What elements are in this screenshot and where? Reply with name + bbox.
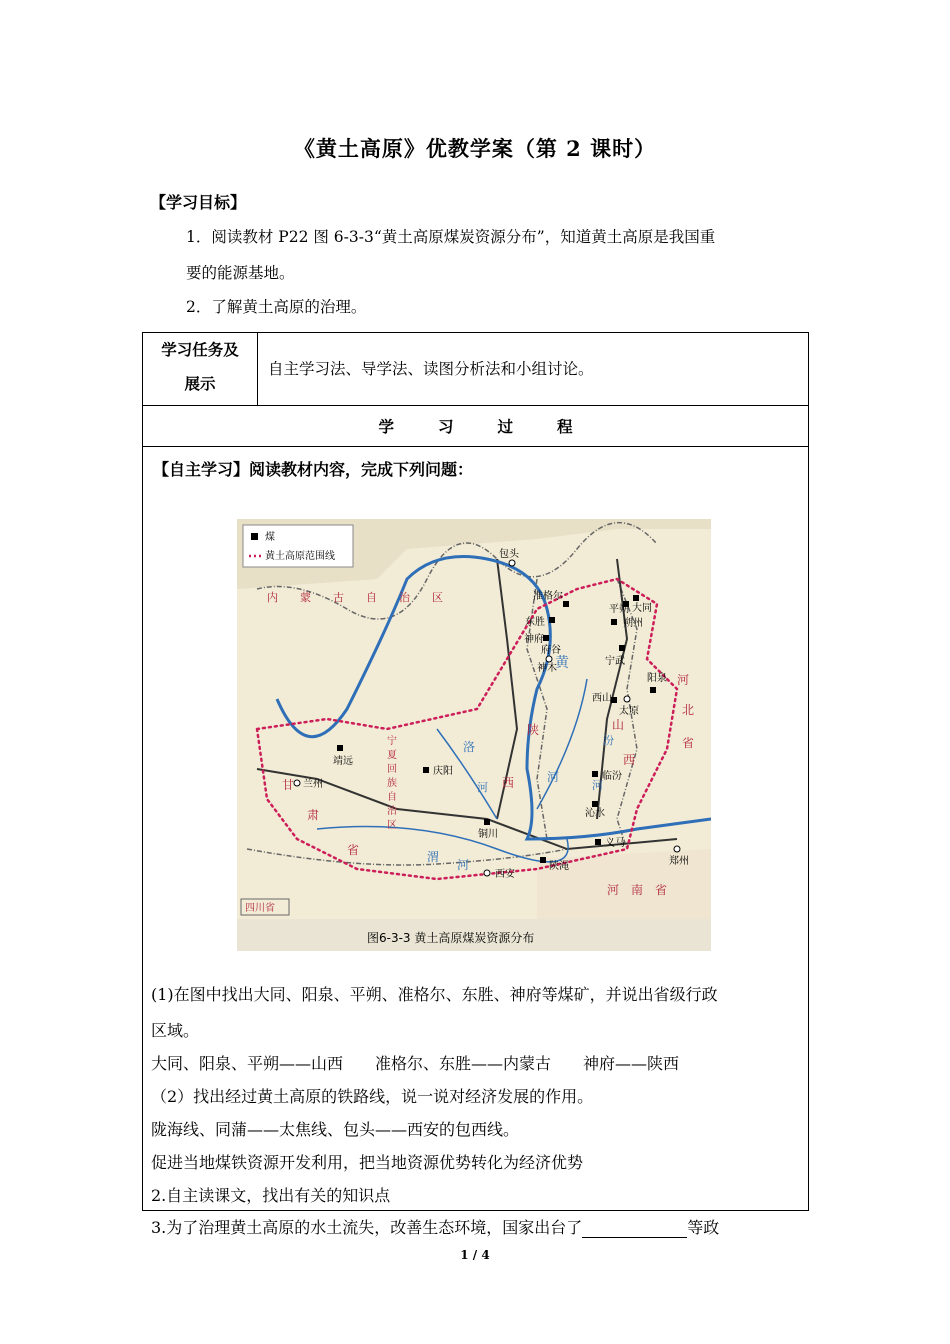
goal-1-line-1: 1．阅读教材 P22 图 6-3-3“黄土高原煤炭资源分布”，知道黄土高原是我国重 (186, 228, 716, 246)
svg-text:临汾: 临汾 (602, 771, 622, 782)
map-caption: 图6-3-3 黄土高原煤炭资源分布 (367, 931, 535, 945)
svg-text:肃: 肃 (307, 808, 320, 822)
svg-text:山: 山 (612, 718, 625, 732)
svg-text:河: 河 (677, 673, 690, 687)
svg-text:义马: 义马 (605, 838, 625, 849)
answer-blank-2[interactable] (632, 1221, 687, 1238)
answer-blank-1[interactable] (582, 1221, 632, 1238)
svg-text:河: 河 (547, 770, 560, 784)
svg-text:东胜: 东胜 (525, 617, 545, 628)
answer-1: 大同、阳泉、平朔——山西 准格尔、东胜——内蒙古 神府——陕西 (151, 1054, 680, 1073)
svg-text:回: 回 (387, 764, 397, 775)
question-2: （2）找出经过黄土高原的铁路线，说一说对经济发展的作用。 (151, 1087, 594, 1106)
svg-text:陕渑: 陕渑 (549, 861, 569, 872)
study-table (142, 332, 809, 1237)
svg-text:河: 河 (457, 858, 470, 872)
task-label-line-1: 学习任务及 (161, 340, 239, 359)
svg-text:治: 治 (387, 806, 397, 817)
svg-text:神木: 神木 (537, 663, 557, 674)
process-heading (143, 406, 809, 447)
svg-text:铜川: 铜川 (478, 829, 498, 840)
svg-text:平朔: 平朔 (609, 604, 629, 615)
svg-text:省: 省 (682, 736, 695, 750)
svg-text:族: 族 (387, 778, 397, 789)
svg-text:宁武: 宁武 (605, 656, 625, 667)
svg-text:西: 西 (623, 753, 636, 767)
svg-text:兰州: 兰州 (303, 779, 323, 790)
svg-text:河: 河 (592, 779, 603, 792)
study-heading: 【自主学习】阅读教材内容，完成下列问题： (153, 460, 474, 479)
svg-text:准格尔: 准格尔 (533, 591, 563, 602)
goal-1-line-2: 要的能源基地。 (186, 264, 295, 282)
svg-text:府谷: 府谷 (541, 645, 561, 656)
svg-text:陕: 陕 (527, 723, 540, 737)
svg-text:靖远: 靖远 (333, 756, 353, 767)
question-1-line-2: 区域。 (151, 1021, 200, 1040)
process-char: 程 (557, 417, 573, 436)
svg-text:神府: 神府 (524, 634, 544, 645)
legend-boundary-label: 黄土高原范围线 (265, 551, 335, 562)
svg-text:北: 北 (682, 703, 695, 717)
svg-text:包头: 包头 (499, 549, 519, 560)
svg-text:内蒙古自治区: 内蒙古自治区 (267, 591, 465, 604)
svg-text:河: 河 (477, 781, 488, 794)
svg-text:洛: 洛 (463, 740, 476, 754)
legend-coal-label: 煤 (265, 532, 275, 543)
svg-text:河南省: 河南省 (607, 883, 680, 897)
page-number: 1 / 4 (460, 1248, 490, 1262)
svg-text:省: 省 (347, 843, 360, 857)
methods-cell: 自主学习法、导学法、读图分析法和小组讨论。 (258, 333, 809, 406)
svg-text:庆阳: 庆阳 (433, 766, 453, 777)
svg-text:太原: 太原 (619, 706, 639, 717)
svg-text:西安: 西安 (495, 869, 515, 880)
svg-text:沁水: 沁水 (585, 808, 605, 819)
coal-distribution-map (237, 519, 711, 951)
svg-text:大同: 大同 (632, 603, 652, 614)
svg-text:夏: 夏 (387, 750, 397, 761)
process-char: 学 (378, 417, 394, 436)
goal-2: 2．了解黄土高原的治理。 (186, 298, 367, 316)
study-body-cell (143, 447, 809, 1237)
process-char: 习 (437, 417, 454, 436)
answer-2-line-2: 促进当地煤铁资源开发利用，把当地资源优势转化为经济优势 (151, 1153, 584, 1172)
process-char: 过 (497, 417, 514, 436)
task-label-line-2: 展示 (184, 374, 216, 393)
svg-text:渭: 渭 (427, 850, 440, 864)
item-3 (151, 1215, 719, 1238)
svg-text:朔州: 朔州 (623, 618, 643, 629)
answer-2-line-1: 陇海线、同蒲——太焦线、包头——西安的包西线。 (151, 1120, 520, 1139)
question-1-line-1: (1)在图中找出大同、阳泉、平朔、准格尔、东胜、神府等煤矿，并说出省级行政 (151, 985, 718, 1004)
goals-heading: 【学习目标】 (150, 193, 247, 212)
item-3-suffix: 等政 (687, 1218, 720, 1237)
svg-text:甘: 甘 (282, 778, 295, 792)
svg-text:西: 西 (502, 776, 515, 790)
svg-text:区: 区 (387, 820, 397, 831)
svg-text:自: 自 (387, 792, 397, 803)
item-2: 2.自主读课文，找出有关的知识点 (151, 1186, 391, 1205)
svg-text:宁: 宁 (387, 736, 397, 747)
svg-text:郑州: 郑州 (669, 856, 689, 867)
svg-text:黄: 黄 (555, 655, 569, 671)
svg-text:西山: 西山 (592, 693, 612, 704)
svg-text:汾: 汾 (603, 734, 614, 747)
svg-text:四川省: 四川省 (245, 903, 275, 914)
svg-text:阳泉: 阳泉 (647, 673, 667, 684)
item-3-prefix: 3.为了治理黄土高原的水土流失，改善生态环境，国家出台了 (151, 1218, 583, 1237)
page-title: 《黄土高原》优教学案（第 2 课时） (293, 136, 657, 161)
task-label-cell (143, 333, 258, 406)
